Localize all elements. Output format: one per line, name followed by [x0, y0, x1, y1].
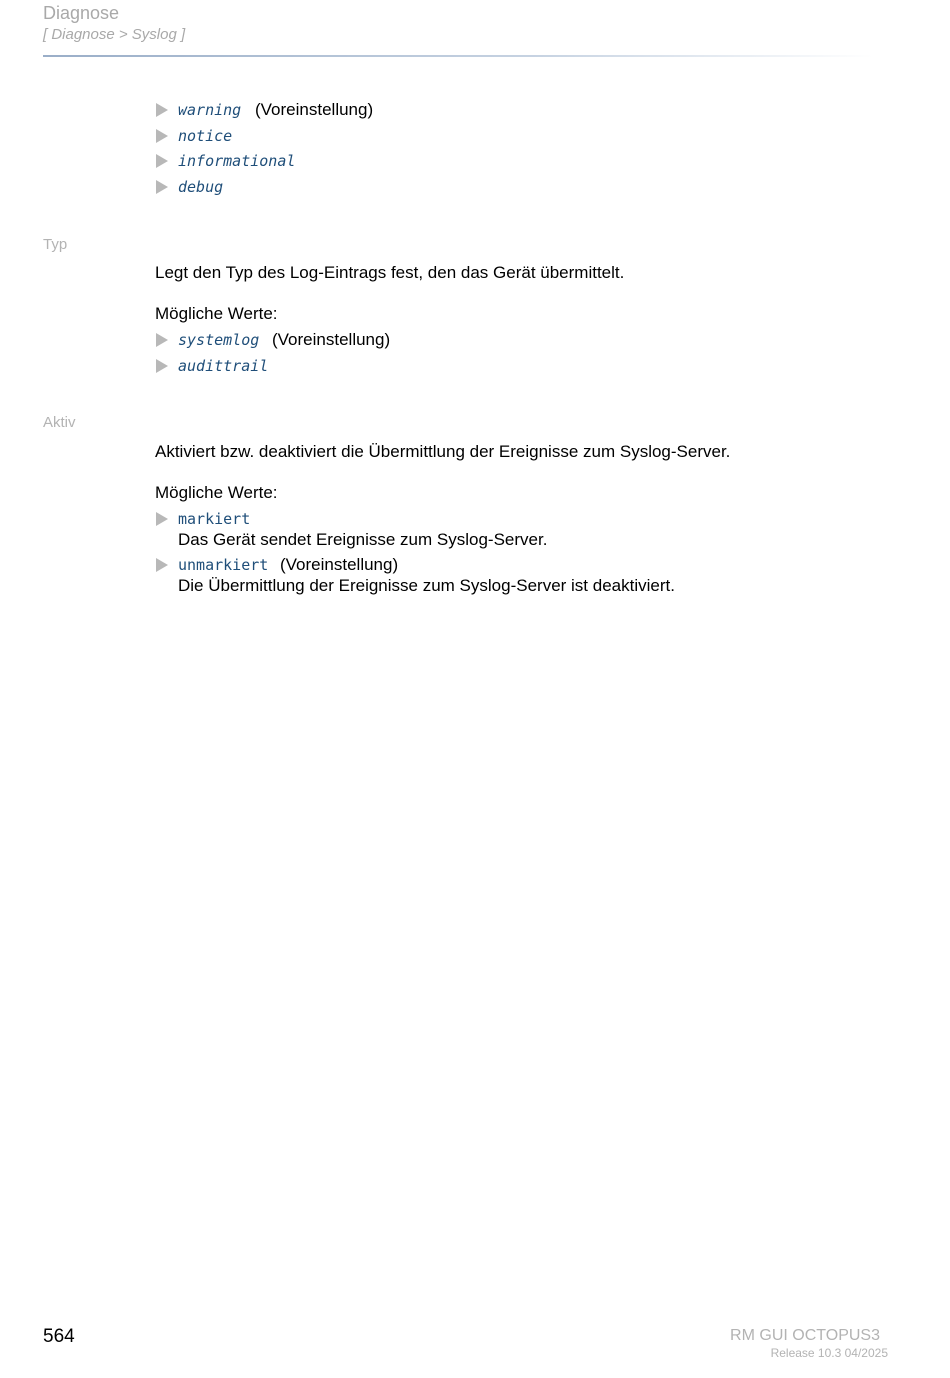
triangle-bullet-icon	[156, 180, 168, 194]
triangle-bullet-icon	[156, 512, 168, 526]
section-label-aktiv: Aktiv	[43, 414, 76, 431]
breadcrumb: [ Diagnose > Syslog ]	[43, 26, 186, 43]
triangle-bullet-icon	[156, 154, 168, 168]
value-code: markiert	[178, 510, 251, 528]
section-label-typ: Typ	[43, 236, 68, 253]
triangle-bullet-icon	[156, 129, 168, 143]
section-description: Aktiviert bzw. deaktiviert die Übermittlung der Ereignisse zum Syslog-Server.	[155, 442, 731, 461]
footer-release: Release 10.3 04/2025	[770, 1346, 888, 1360]
value-code: systemlog	[178, 331, 260, 349]
value-code: debug	[178, 178, 224, 196]
triangle-bullet-icon	[156, 558, 168, 572]
value-code: unmarkiert	[178, 556, 269, 574]
value-code: warning	[178, 101, 242, 119]
value-description: Das Gerät sendet Ereignisse zum Syslog-Server.	[178, 530, 548, 549]
header-divider	[43, 55, 873, 57]
default-note: (Voreinstellung)	[280, 555, 399, 574]
section-description: Legt den Typ des Log-Eintrags fest, den das Gerät übermittelt.	[155, 263, 625, 282]
value-description: Die Übermittlung der Ereignisse zum Syslog-Server ist deaktiviert.	[178, 576, 675, 595]
default-note: (Voreinstellung)	[272, 330, 391, 349]
page-number: 564	[43, 1326, 75, 1347]
triangle-bullet-icon	[156, 359, 168, 373]
default-note: (Voreinstellung)	[255, 100, 374, 119]
values-heading: Mögliche Werte:	[155, 304, 278, 323]
footer-doc-title: RM GUI OCTOPUS3	[730, 1327, 880, 1344]
values-heading: Mögliche Werte:	[155, 483, 278, 502]
triangle-bullet-icon	[156, 333, 168, 347]
triangle-bullet-icon	[156, 103, 168, 117]
value-code: notice	[178, 127, 233, 145]
page-header-title: Diagnose	[43, 3, 120, 23]
value-code: audittrail	[178, 357, 269, 375]
value-code: informational	[178, 152, 296, 170]
